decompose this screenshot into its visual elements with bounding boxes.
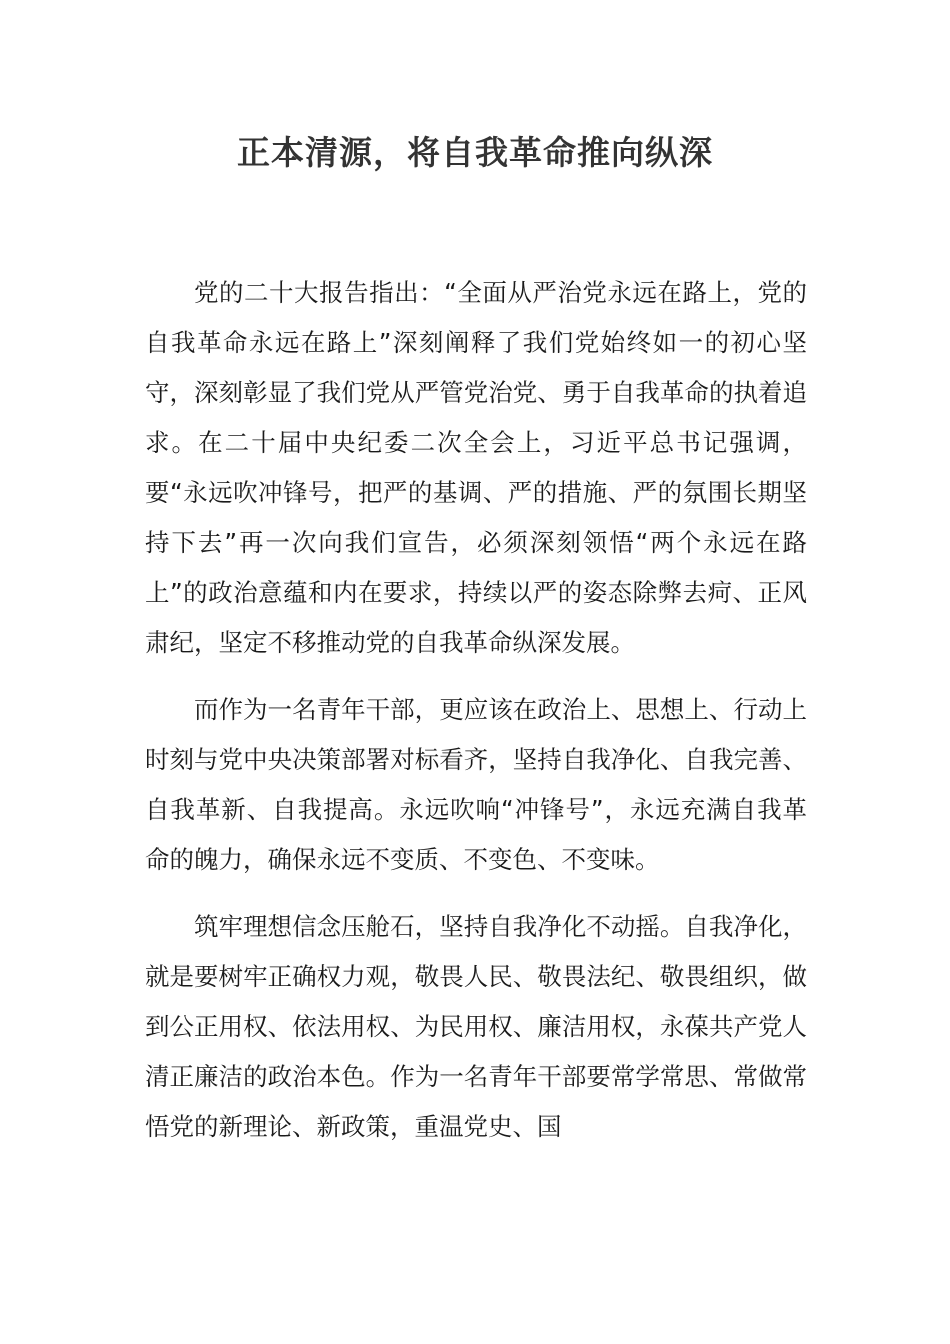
document-body: [145, 268, 807, 1169]
paragraph-1: 党的二十大报告指出：“全面从严治党永远在路上，党的自我革命永远在路上”深刻阐释了我们党始终如一的初心坚守，深刻彰显了我们党从严管党治党、勇于自我革命的执着追求。在二十届中央纪委二次全会上，习近平总书记强调，要“永远吹冲锋号，把严的基调、严的措施、严的氛围长期坚持下去”再一次向我们宣告，必须深刻领悟“两个永远在路上”的政治意蕴和内在要求，持续以严的姿态除弊去疴、正风肃纪，坚定不移推动党的自我革命纵深发展。: [145, 278, 807, 657]
paragraph-2: 而作为一名青年干部，更应该在政治上、思想上、行动上时刻与党中央决策部署对标看齐，坚持自我净化、自我完善、自我革新、自我提高。永远吹响“冲锋号”，永远充满自我革命的魄力，确保永远不变质、不变色、不变味。: [145, 695, 807, 874]
paragraph-3: 筑牢理想信念压舱石，坚持自我净化不动摇。自我净化，就是要树牢正确权力观，敬畏人民、敬畏法纪、敬畏组织，做到公正用权、依法用权、为民用权、廉洁用权，永葆共产党人清正廉洁的政治本色。作为一名青年干部要常学常思、常做常悟党的新理论、新政策，重温党史、国: [145, 912, 807, 1141]
document-title: 正本清源，将自我革命推向纵深: [237, 133, 713, 172]
